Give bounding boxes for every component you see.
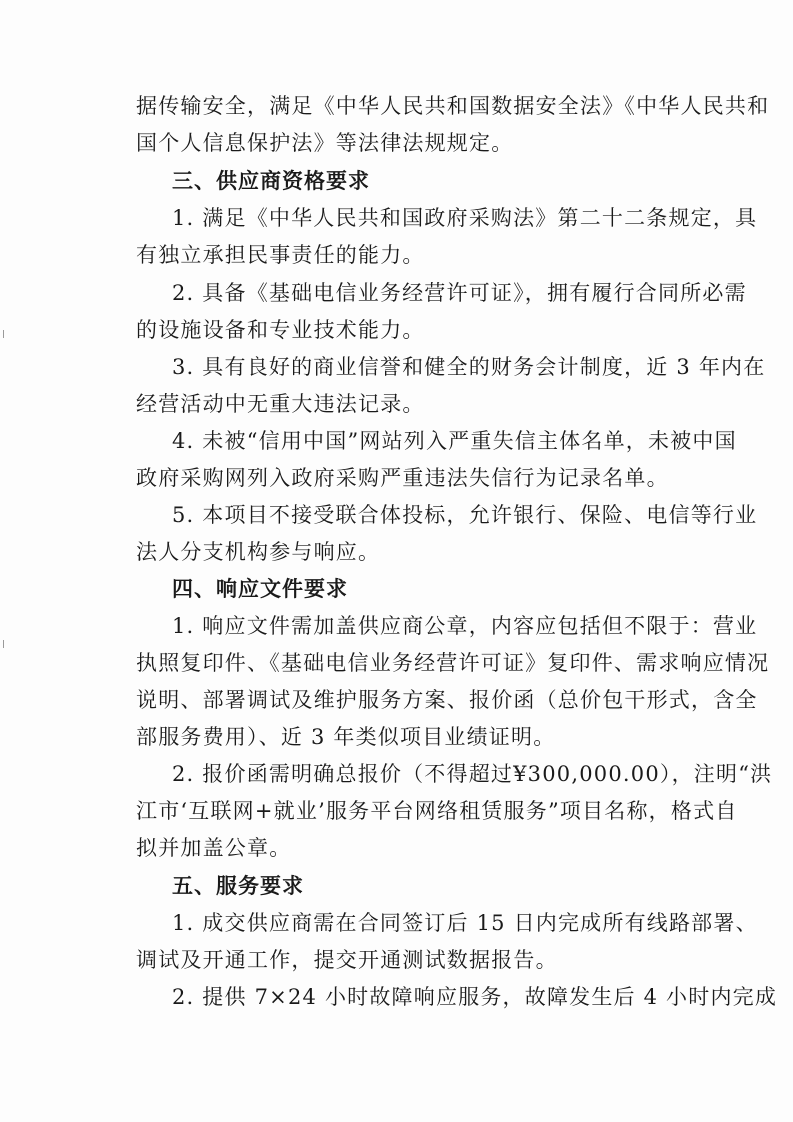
section-heading: 三、供应商资格要求 [172,169,370,193]
list-item-line: 法人分支机构参与响应。 [136,540,381,564]
list-item-line: 1. 响应文件需加盖供应商公章，内容应包括但不限于：营业 [172,614,758,638]
list-item-line: 的设施设备和专业技术能力。 [136,318,425,342]
list-item-line: 有独立承担民事责任的能力。 [136,243,425,267]
section-heading: 四、响应文件要求 [172,577,348,601]
list-item-line: 经营活动中无重大违法记录。 [136,392,425,416]
list-item-line: 2. 提供 7×24 小时故障响应服务，故障发生后 4 小时内完成 [172,985,778,1009]
list-item-line: 江市‘互联网+就业’服务平台网络租赁服务”项目名称，格式自 [136,799,738,823]
list-item-line: 拟并加盖公章。 [136,836,292,860]
list-item-line: 执照复印件、《基础电信业务经营许可证》复印件、需求响应情况 [136,651,770,675]
list-item-line: 说明、部署调试及维护服务方案、报价函（总价包干形式，含全 [136,688,758,712]
scan-edge-mark [3,330,4,338]
scan-edge-mark [3,640,4,648]
list-item-line: 2. 具备《基础电信业务经营许可证》，拥有履行合同所必需 [172,281,747,305]
list-item-line: 1. 满足《中华人民共和国政府采购法》第二十二条规定，具 [172,206,758,230]
list-item-line: 1. 成交供应商需在合同签订后 15 日内完成所有线路部署、 [172,911,758,935]
paragraph-line: 据传输安全，满足《中华人民共和国数据安全法》《中华人民共和 [136,94,770,118]
list-item-line: 政府采购网列入政府采购严重违法失信行为记录名单。 [136,466,669,490]
list-item-line: 调试及开通工作，提交开通测试数据报告。 [136,948,558,972]
section-heading: 五、服务要求 [172,874,304,898]
list-item-line: 5. 本项目不接受联合体投标，允许银行、保险、电信等行业 [172,503,758,527]
list-item-line: 2. 报价函需明确总报价（不得超过¥300,000.00），注明“洪 [172,762,773,786]
list-item-line: 3. 具有良好的商业信誉和健全的财务会计制度，近 3 年内在 [172,355,766,379]
list-item-line: 4. 未被“信用中国”网站列入严重失信主体名单，未被中国 [172,429,737,453]
list-item-line: 部服务费用）、近 3 年类似项目业绩证明。 [136,725,556,749]
paragraph-line: 国个人信息保护法》等法律法规规定。 [136,131,514,155]
